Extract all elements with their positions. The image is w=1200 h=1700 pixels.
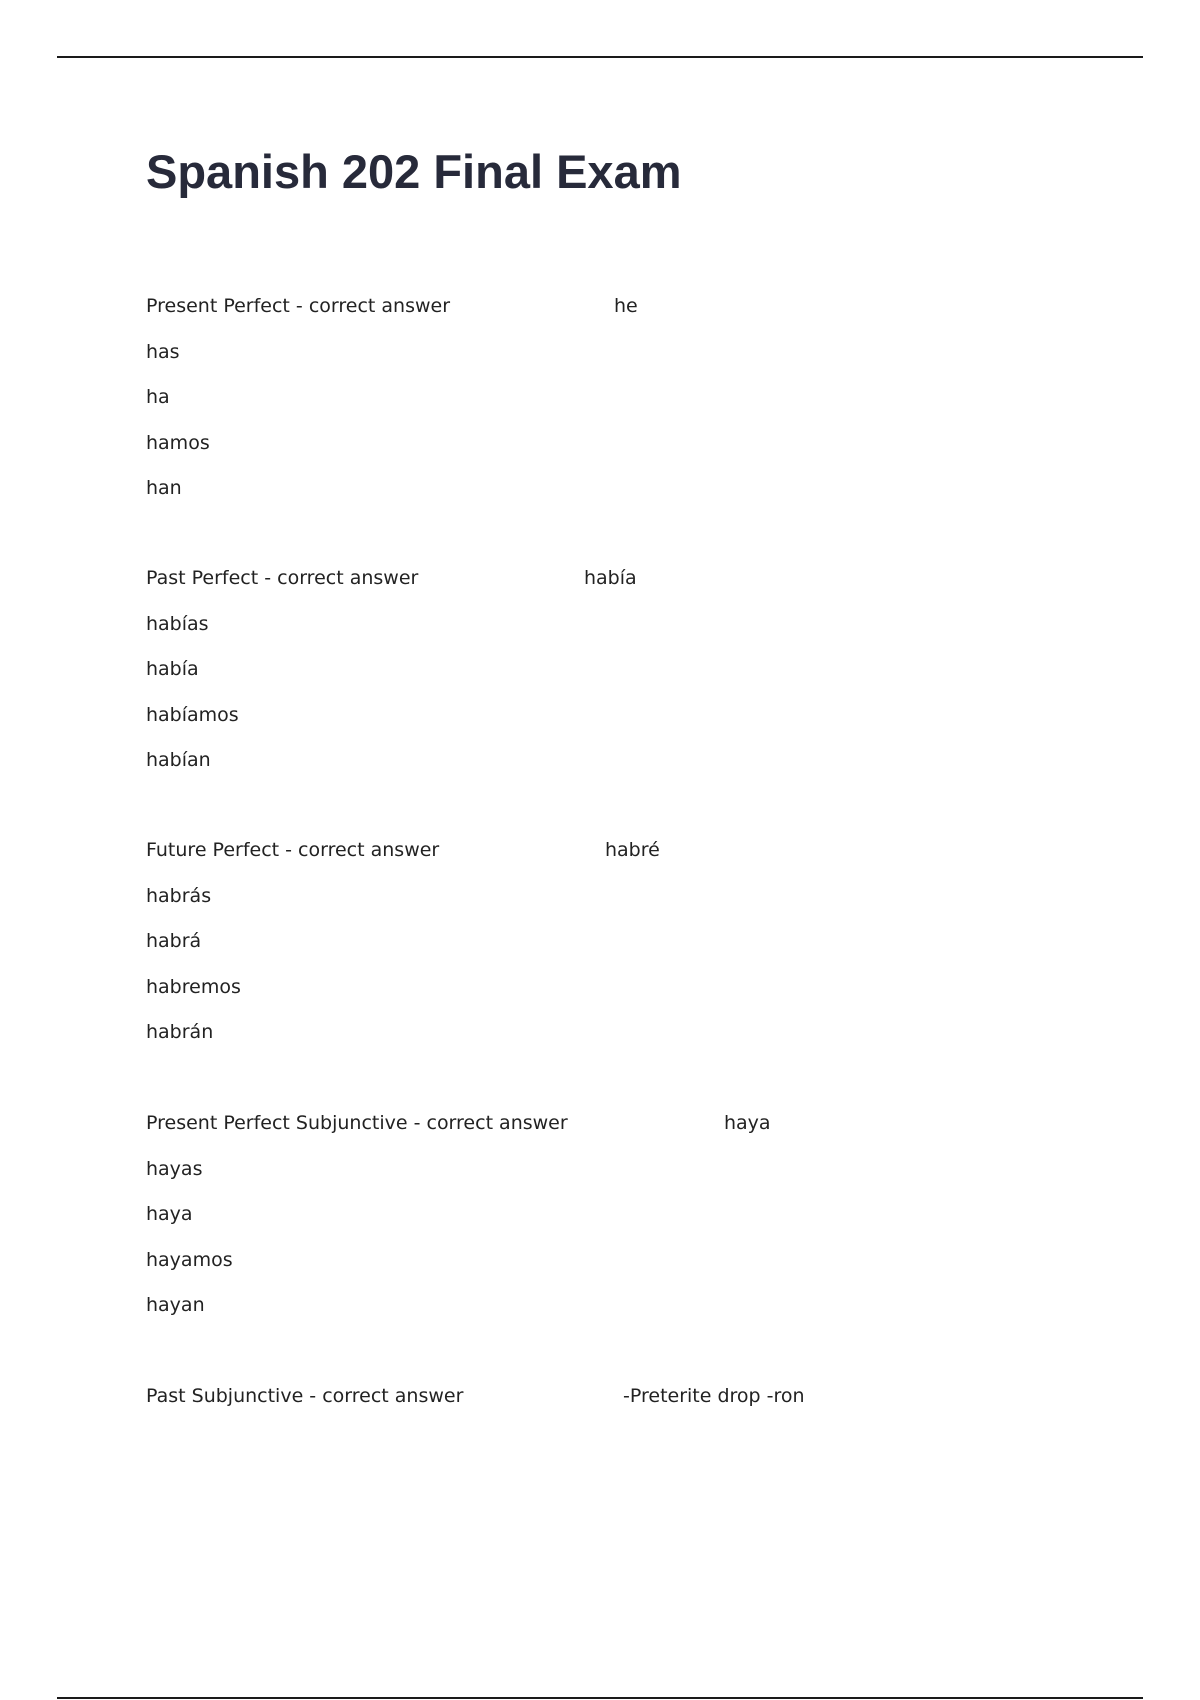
entry-term: Future Perfect - correct answer [146,839,440,861]
entry-line [146,748,1146,794]
entry-term: Past Perfect - correct answer [146,567,419,589]
entry-answer: habrán [146,1021,214,1043]
flashcard-entry [146,1384,1146,1430]
entry-answer: habré [605,839,660,861]
entry-answer: hamos [146,431,210,454]
entry-line [146,1384,1146,1430]
entry-line [146,294,1146,340]
entry-answer: había [146,658,199,680]
flashcard-entry [146,1111,1146,1339]
entry-answer: -Preterite drop -ron [623,1385,805,1407]
entry-line [146,612,1146,658]
entry-line [146,476,1146,522]
flashcard-entry [146,838,1146,1066]
entry-line [146,1248,1146,1294]
entry-answer: ha [146,386,170,408]
entry-answer: haya [724,1112,771,1134]
entry-line [146,884,1146,930]
entry-line [146,431,1146,477]
entry-line [146,1157,1146,1203]
entry-answer: han [146,477,182,499]
flashcard-entry [146,294,1146,522]
entry-answer: había [584,567,637,589]
entry-answer: habrá [146,930,202,952]
entry-answer: habíamos [146,703,239,726]
bottom-rule [57,1697,1143,1699]
entry-line [146,385,1146,431]
entry-answer: hayan [146,1294,205,1316]
entry-answer: he [614,295,638,317]
flashcard-entry [146,566,1146,794]
entry-line [146,1111,1146,1157]
entry-term: Present Perfect - correct answer [146,295,451,317]
entry-line [146,657,1146,703]
entry-line [146,1020,1146,1066]
entry-answer: haya [146,1203,193,1225]
entry-term: Present Perfect Subjunctive - correct answer [146,1112,568,1134]
entry-answer: habrás [146,884,212,907]
entry-line [146,566,1146,612]
entry-answer: hayas [146,1157,203,1180]
entry-line [146,975,1146,1021]
top-rule [57,56,1143,58]
entry-line [146,1202,1146,1248]
entry-answer: habías [146,612,209,635]
entry-line [146,1293,1146,1339]
entry-term: Past Subjunctive - correct answer [146,1385,464,1407]
entry-answer: habremos [146,975,241,998]
document-title: Spanish 202 Final Exam [146,145,682,198]
entry-line [146,703,1146,749]
entry-line [146,929,1146,975]
entry-answer: hayamos [146,1248,233,1271]
entry-line [146,838,1146,884]
entry-answer: habían [146,749,211,771]
entry-answer: has [146,340,180,363]
entry-line [146,340,1146,386]
